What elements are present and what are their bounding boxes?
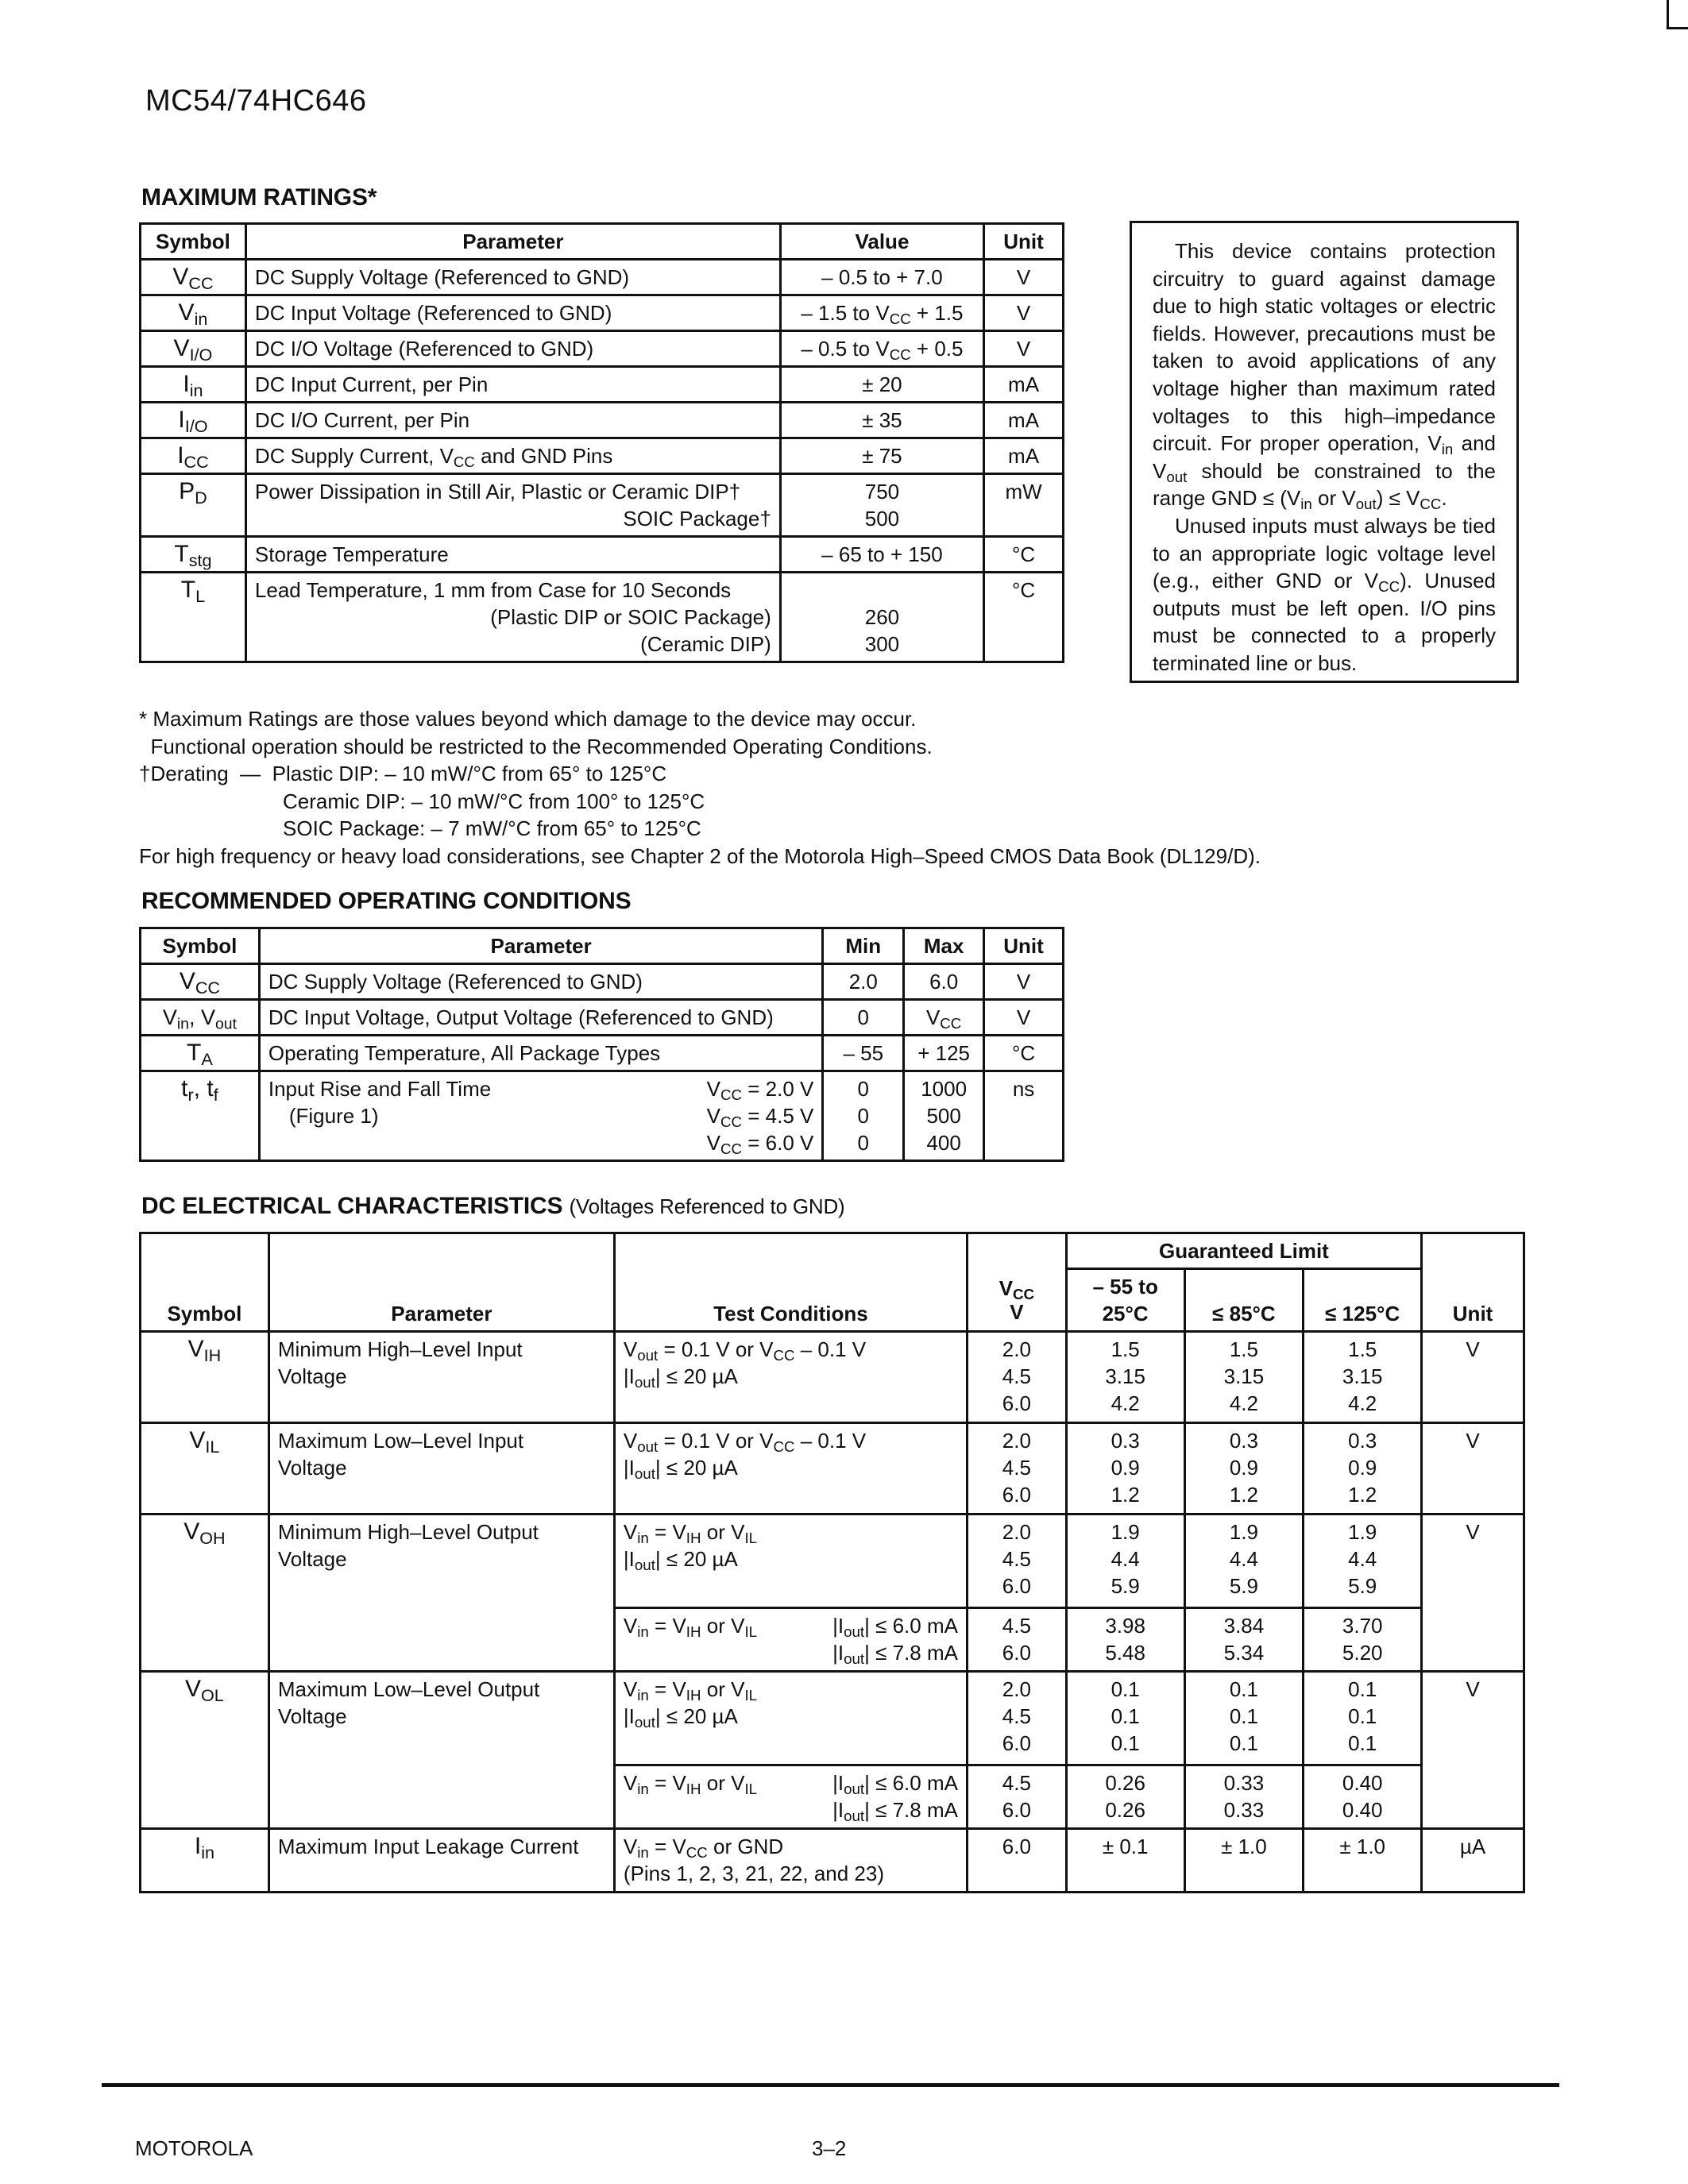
vcc-cell: 2.0 4.5 6.0	[967, 1423, 1066, 1515]
value-cell: – 0.5 to + 7.0	[780, 260, 983, 295]
footer-rule	[102, 2083, 1559, 2087]
value-cell: ± 35	[780, 403, 983, 438]
limit-85-cell: 3.84 5.34	[1184, 1608, 1304, 1672]
header-unit: Unit	[984, 928, 1064, 964]
max-ratings-title: MAXIMUM RATINGS*	[141, 184, 377, 210]
limit-85-cell: 0.3 0.9 1.2	[1184, 1423, 1304, 1515]
table-row	[141, 1515, 1524, 1608]
value-cell: – 65 to + 150	[780, 537, 983, 573]
unit-cell: ns	[984, 1071, 1064, 1161]
symbol-cell: $V_{in}$	[141, 295, 246, 331]
symbol-cell: $V_{IL}$	[141, 1423, 269, 1515]
value-cell: ± 20	[780, 367, 983, 403]
limit-85-cell: 0.33 0.33	[1184, 1765, 1304, 1829]
dc-characteristics-table	[139, 1232, 1525, 1893]
limit-125-cell: ± 1.0	[1304, 1829, 1422, 1893]
symbol-cell: $T_L$	[141, 573, 246, 662]
parameter-cell: DC Input Voltage (Referenced to GND)	[245, 295, 780, 331]
header-symbol: Symbol	[141, 224, 246, 260]
value-cell: 260 300	[780, 573, 983, 662]
note-line: Ceramic DIP: – 10 mW/°C from 100° to 125°C	[283, 789, 705, 813]
table-row	[141, 1672, 1524, 1765]
limit-25-cell: 1.5 3.15 4.2	[1066, 1332, 1184, 1423]
unit-cell: mA	[984, 438, 1064, 474]
limit-85-cell: 1.9 4.4 5.9	[1184, 1515, 1304, 1608]
unit-cell: V	[984, 295, 1064, 331]
header-parameter: Parameter	[268, 1233, 614, 1332]
protection-note-box	[1130, 221, 1519, 683]
limit-125-cell: 0.40 0.40	[1304, 1765, 1422, 1829]
min-cell: 0	[823, 1000, 904, 1036]
unit-cell: V	[1422, 1423, 1524, 1515]
parameter-cell: Operating Temperature, All Package Types	[259, 1036, 823, 1071]
value-cell: 750 500	[780, 474, 983, 537]
unit-cell: V	[1422, 1672, 1524, 1829]
limit-25-cell: 3.98 5.48	[1066, 1608, 1184, 1672]
test-conditions-cell: $V_{out} = 0.1$ V or $V_{CC} - 0.1$ V $|I_{out}| \le 20$ µA	[614, 1332, 967, 1423]
unit-cell: V	[984, 1000, 1064, 1036]
unit-cell: V	[1422, 1332, 1524, 1423]
table-row	[141, 367, 1064, 403]
header-test-conditions: Test Conditions	[614, 1233, 967, 1332]
parameter-cell: Maximum Input Leakage Current	[268, 1829, 614, 1893]
header-symbol: Symbol	[141, 1233, 269, 1332]
limit-25-cell: 0.3 0.9 1.2	[1066, 1423, 1184, 1515]
header-temp-125: ≤ 125°C	[1304, 1269, 1422, 1332]
table-row	[141, 331, 1064, 367]
symbol-cell: $V_{CC}$	[141, 964, 260, 1000]
unit-cell: mW	[984, 474, 1064, 537]
table-row	[141, 1332, 1524, 1423]
limit-125-cell: 0.3 0.9 1.2	[1304, 1423, 1422, 1515]
table-header-row	[141, 1233, 1524, 1269]
table-row	[141, 964, 1064, 1000]
table-row	[141, 438, 1064, 474]
header-parameter: Parameter	[245, 224, 780, 260]
unit-cell: mA	[984, 403, 1064, 438]
symbol-cell: $I_{in}$	[141, 1829, 269, 1893]
symbol-cell: $V_{CC}$	[141, 260, 246, 295]
header-max: Max	[904, 928, 984, 964]
symbol-cell: $T_{stg}$	[141, 537, 246, 573]
limit-85-cell: 0.1 0.1 0.1	[1184, 1672, 1304, 1765]
limit-85-cell: ± 1.0	[1184, 1829, 1304, 1893]
table-row	[141, 260, 1064, 295]
parameter-cell: Input Rise and Fall Time $V_{CC} = 2.0$ V (Figure 1) $V_{CC} = 4.5$ V $V_{CC} = 6.0$ V	[259, 1071, 823, 1161]
min-cell: 2.0	[823, 964, 904, 1000]
parameter-cell: Lead Temperature, 1 mm from Case for 10 Seconds (Plastic DIP or SOIC Package) (Ceramic DIP)	[245, 573, 780, 662]
header-min: Min	[823, 928, 904, 964]
parameter-cell: DC Supply Voltage (Referenced to GND)	[245, 260, 780, 295]
note-line: * Maximum Ratings are those values beyond which damage to the device may occur.	[139, 707, 917, 731]
symbol-cell: $V_{in}$, $V_{out}$	[141, 1000, 260, 1036]
table-row	[141, 1071, 1064, 1161]
symbol-cell: $I_{CC}$	[141, 438, 246, 474]
header-vcc: $V_{CC}$ V	[967, 1233, 1066, 1332]
table-row	[141, 403, 1064, 438]
unit-cell: V	[984, 331, 1064, 367]
max-cell: $V_{CC}$	[904, 1000, 984, 1036]
table-row	[141, 1036, 1064, 1071]
limit-25-cell: ± 0.1	[1066, 1829, 1184, 1893]
unit-cell: °C	[984, 1036, 1064, 1071]
test-conditions-cell: $V_{in} = V_{IH}$ or $V_{IL}$ $|I_{out}| \le 6.0$ mA $|I_{out}| \le 7.8$ mA	[614, 1608, 967, 1672]
roc-title: RECOMMENDED OPERATING CONDITIONS	[141, 888, 632, 914]
unit-cell: V	[984, 260, 1064, 295]
header-guaranteed-limit: Guaranteed Limit	[1066, 1233, 1421, 1269]
test-conditions-cell: $V_{in} = V_{IH}$ or $V_{IL}$ $|I_{out}| \le 20$ µA	[614, 1672, 967, 1765]
table-row	[141, 573, 1064, 662]
test-conditions-cell: $V_{out} = 0.1$ V or $V_{CC} - 0.1$ V $|I_{out}| \le 20$ µA	[614, 1423, 967, 1515]
vcc-cell: 4.5 6.0	[967, 1608, 1066, 1672]
dc-characteristics-title: DC ELECTRICAL CHARACTERISTICS (Voltages Referenced to GND)	[141, 1193, 845, 1219]
test-conditions-cell: $V_{in} = V_{CC}$ or GND (Pins 1, 2, 3, 21, 22, and 23)	[614, 1829, 967, 1893]
header-temp-25: – 55 to 25°C	[1066, 1269, 1184, 1332]
symbol-cell: $V_{OL}$	[141, 1672, 269, 1829]
parameter-cell: DC Supply Current, $V_{CC}$ and GND Pins	[245, 438, 780, 474]
table-row	[141, 295, 1064, 331]
symbol-cell: $t_r$, $t_f$	[141, 1071, 260, 1161]
table-row	[141, 474, 1064, 537]
table-header-row	[141, 224, 1064, 260]
limit-25-cell: 0.1 0.1 0.1	[1066, 1672, 1184, 1765]
crop-mark-top-right	[1667, 0, 1688, 29]
limit-125-cell: 1.5 3.15 4.2	[1304, 1332, 1422, 1423]
table-row	[141, 1829, 1524, 1893]
vcc-cell: 2.0 4.5 6.0	[967, 1672, 1066, 1765]
table-row	[141, 1423, 1524, 1515]
max-cell: 1000 500 400	[904, 1071, 984, 1161]
note-line: SOIC Package: – 7 mW/°C from 65° to 125°C	[283, 816, 701, 841]
max-ratings-notes	[139, 705, 1569, 870]
symbol-cell: $V_{OH}$	[141, 1515, 269, 1672]
limit-125-cell: 3.70 5.20	[1304, 1608, 1422, 1672]
symbol-cell: $T_A$	[141, 1036, 260, 1071]
document-title: MC54/74HC646	[145, 84, 367, 118]
symbol-cell: $P_D$	[141, 474, 246, 537]
symbol-cell: $V_{I/O}$	[141, 331, 246, 367]
parameter-cell: Maximum Low–Level Output Voltage	[268, 1672, 614, 1829]
parameter-cell: DC Input Current, per Pin	[245, 367, 780, 403]
limit-125-cell: 0.1 0.1 0.1	[1304, 1672, 1422, 1765]
test-conditions-cell: $V_{in} = V_{IH}$ or $V_{IL}$ $|I_{out}| \le 6.0$ mA $|I_{out}| \le 7.8$ mA	[614, 1765, 967, 1829]
header-unit: Unit	[1422, 1233, 1524, 1332]
symbol-cell: $I_{in}$	[141, 367, 246, 403]
header-temp-85: ≤ 85°C	[1184, 1269, 1304, 1332]
unit-cell: mA	[984, 367, 1064, 403]
value-cell: ± 75	[780, 438, 983, 474]
unit-cell: °C	[984, 573, 1064, 662]
vcc-cell: 2.0 4.5 6.0	[967, 1332, 1066, 1423]
table-row	[141, 537, 1064, 573]
protection-paragraph-1: This device contains protection circuitry to guard against damage due to high static voltages or electric fields. However, precautions must be taken to avoid applications of any voltage higher than maximum rated voltages to this high–impedance circuit. For proper operation, $V_{in}$ and $V_{out}$ should be constrained to the range GND ≤ ($V_{in}$ or $V_{out}) \le V_{CC}$.	[1153, 239, 1497, 513]
parameter-cell: Storage Temperature	[245, 537, 780, 573]
parameter-cell: Minimum High–Level Output Voltage	[268, 1515, 614, 1672]
limit-25-cell: 1.9 4.4 5.9	[1066, 1515, 1184, 1608]
footer-brand: MOTOROLA	[135, 2136, 253, 2160]
min-cell: – 55	[823, 1036, 904, 1071]
unit-cell: V	[984, 964, 1064, 1000]
parameter-cell: DC Input Voltage, Output Voltage (Referenced to GND)	[259, 1000, 823, 1036]
unit-cell: °C	[984, 537, 1064, 573]
value-cell: – 1.5 to $V_{CC} + 1.5$	[780, 295, 983, 331]
parameter-cell: DC Supply Voltage (Referenced to GND)	[259, 964, 823, 1000]
note-line: Functional operation should be restricted to the Recommended Operating Conditions.	[139, 734, 933, 758]
max-cell: 6.0	[904, 964, 984, 1000]
limit-125-cell: 1.9 4.4 5.9	[1304, 1515, 1422, 1608]
symbol-cell: $V_{IH}$	[141, 1332, 269, 1423]
unit-cell: V	[1422, 1515, 1524, 1672]
test-conditions-cell: $V_{in} = V_{IH}$ or $V_{IL}$ $|I_{out}| \le 20$ µA	[614, 1515, 967, 1608]
max-cell: + 125	[904, 1036, 984, 1071]
parameter-cell: Minimum High–Level Input Voltage	[268, 1332, 614, 1423]
parameter-cell: DC I/O Voltage (Referenced to GND)	[245, 331, 780, 367]
limit-25-cell: 0.26 0.26	[1066, 1765, 1184, 1829]
header-value: Value	[780, 224, 983, 260]
parameter-cell: Power Dissipation in Still Air, Plastic or Ceramic DIP† SOIC Package†	[245, 474, 780, 537]
protection-paragraph-2: Unused inputs must always be tied to an appropriate logic voltage level (e.g., either GND or $V_{CC}$). Unused outputs must be left open. I/O pins must be connected to a properly terminated line or bus.	[1153, 513, 1496, 675]
page-number: 3–2	[812, 2136, 847, 2160]
vcc-cell: 6.0	[967, 1829, 1066, 1893]
value-cell: – 0.5 to $V_{CC} + 0.5$	[780, 331, 983, 367]
parameter-cell: DC I/O Current, per Pin	[245, 403, 780, 438]
recommended-operating-conditions-table	[139, 927, 1064, 1162]
note-line: †Derating — Plastic DIP: – 10 mW/°C from 65° to 125°C	[139, 762, 667, 786]
table-row	[141, 1000, 1064, 1036]
min-cell: 0 0 0	[823, 1071, 904, 1161]
table-header-row	[141, 928, 1064, 964]
vcc-cell: 2.0 4.5 6.0	[967, 1515, 1066, 1608]
unit-cell: µA	[1422, 1829, 1524, 1893]
parameter-cell: Maximum Low–Level Input Voltage	[268, 1423, 614, 1515]
header-symbol: Symbol	[141, 928, 260, 964]
max-ratings-table	[139, 222, 1064, 663]
vcc-cell: 4.5 6.0	[967, 1765, 1066, 1829]
symbol-cell: $I_{I/O}$	[141, 403, 246, 438]
note-line: For high frequency or heavy load considerations, see Chapter 2 of the Motorola High–Speed CMOS Data Book (DL129/D).	[139, 843, 1261, 868]
header-parameter: Parameter	[259, 928, 823, 964]
limit-85-cell: 1.5 3.15 4.2	[1184, 1332, 1304, 1423]
header-unit: Unit	[984, 224, 1064, 260]
